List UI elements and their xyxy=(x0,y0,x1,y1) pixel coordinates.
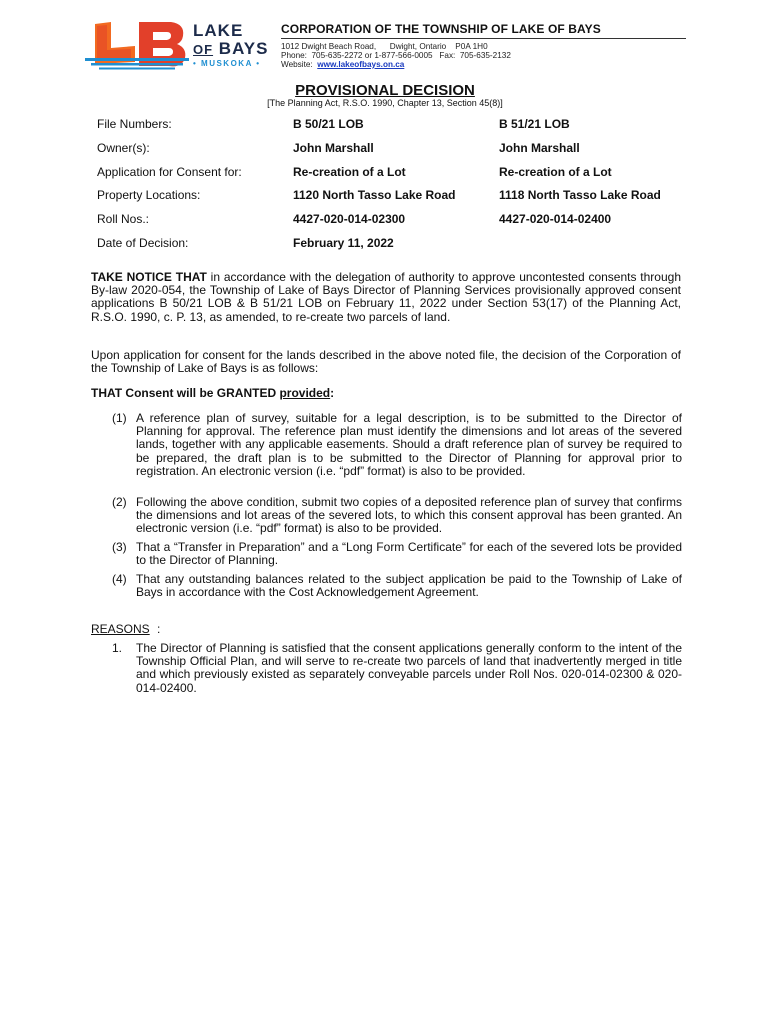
reason-text: The Director of Planning is satisfied that the consent applications generally conform to the intent of the Township Official Plan, and will serve to re-create two parcels of land that inadvertently merged in title and which previously existed as separately conveyable parcels under Roll Nos. 020-014-02300 & 020-014-02400. xyxy=(136,641,682,695)
website-link[interactable]: www.lakeofbays.on.ca xyxy=(317,60,405,69)
info-label: Date of Decision: xyxy=(97,236,189,250)
reason-item xyxy=(112,642,682,695)
condition-text: That a “Transfer in Preparation” and a “Long Form Certificate” for each of the severed lots be provided to the Director of Planning. xyxy=(136,540,682,568)
info-value-1: Re-creation of a Lot xyxy=(293,165,406,179)
grant-text: THAT Consent will be GRANTED xyxy=(91,386,280,400)
grant-colon: : xyxy=(330,386,335,400)
condition-number: (2) xyxy=(112,495,127,509)
info-row-application xyxy=(97,165,717,181)
info-value-2: John Marshall xyxy=(499,141,580,155)
info-row-file-numbers xyxy=(97,117,717,133)
condition-item xyxy=(112,412,682,478)
lake-of-bays-logo xyxy=(85,18,270,70)
document-subtitle: [The Planning Act, R.S.O. 1990, Chapter 13, Section 45(8)] xyxy=(267,98,503,108)
application-paragraph: Upon application for consent for the lands described in the above noted file, the decision of the Corporation of the Township of Lake of Bays is as follows: xyxy=(91,348,681,376)
logo-lake: LAKE xyxy=(193,21,244,40)
info-value-1: John Marshall xyxy=(293,141,374,155)
website-label: Website: xyxy=(281,60,318,69)
logo-of: OF xyxy=(193,42,214,57)
info-label: Application for Consent for: xyxy=(97,165,242,179)
condition-text: Following the above condition, submit two copies of a deposited reference plan of survey that confirms the dimensions and lot areas of the severed lots, to which this consent approval has been granted. An electronic version (i.e. “pdf” format) is also to be provided. xyxy=(136,495,682,536)
corporation-title: CORPORATION OF THE TOWNSHIP OF LAKE OF BAYS xyxy=(281,22,601,36)
grant-statement xyxy=(91,386,334,400)
info-row-property-locations xyxy=(97,188,717,204)
notice-paragraph xyxy=(91,271,681,324)
info-label: File Numbers: xyxy=(97,117,172,131)
logo-muskoka: • MUSKOKA • xyxy=(193,59,261,68)
condition-item xyxy=(112,573,682,599)
info-value-1: February 11, 2022 xyxy=(293,236,394,250)
website-line xyxy=(281,61,404,69)
condition-number: (1) xyxy=(112,411,127,425)
reasons-heading: REASONS xyxy=(91,622,150,636)
phone-line: Phone: 705-635-2272 or 1-877-566-0005 Fax: 705-635-2132 xyxy=(281,51,511,60)
info-value-2: B 51/21 LOB xyxy=(499,117,570,131)
info-value-2: Re-creation of a Lot xyxy=(499,165,612,179)
info-label: Roll Nos.: xyxy=(97,212,150,226)
info-value-1: 1120 North Tasso Lake Road xyxy=(293,188,456,202)
info-value-1: B 50/21 LOB xyxy=(293,117,364,131)
info-row-owners xyxy=(97,141,717,157)
grant-provided: provided xyxy=(279,386,331,400)
notice-text: in accordance with the delegation of authority to approve uncontested consents through By-law 2020-054, the Township of Lake of Bays Director of Planning Services provisionally approved consent applications B 50/21 LOB & B 51/21 LOB on February 11, 2022 under Section 53(17) of the Planning Act, R.S.O. 1990, c. P. 13, as amended, to re-create two parcels of land. xyxy=(91,270,681,324)
logo-bays: BAYS xyxy=(218,39,269,58)
condition-number: (3) xyxy=(112,540,127,554)
condition-item xyxy=(112,496,682,536)
condition-text: A reference plan of survey, suitable for a legal description, is to be submitted to the Director of Planning for approval. The reference plan must identify the dimensions and lot areas of the severed lands, together with any applicable easements. Should a draft reference plan of survey be required to be prepared, the draft plan is to be submitted to the Director of Planning for approval prior to registration. An electronic version (i.e. “pdf” format) is also to be provided. xyxy=(136,411,682,478)
condition-number: (4) xyxy=(112,572,127,586)
condition-text: That any outstanding balances related to the subject application be paid to the Township of Lake of Bays in accordance with the Cost Acknowledgement Agreement. xyxy=(136,572,682,600)
logo-wordmark xyxy=(193,22,268,68)
info-row-date-of-decision xyxy=(97,236,717,252)
condition-item xyxy=(112,541,682,567)
info-value-1: 4427-020-014-02300 xyxy=(293,212,406,226)
header-divider xyxy=(281,38,686,39)
notice-lead: TAKE NOTICE THAT xyxy=(91,270,207,284)
reasons-heading-colon: : xyxy=(157,622,161,636)
info-label: Property Locations: xyxy=(97,188,201,202)
logo-of-bays xyxy=(193,40,268,57)
address-line: 1012 Dwight Beach Road, Dwight, Ontario P0A 1H0 xyxy=(281,42,488,51)
info-value-2: 4427-020-014-02400 xyxy=(499,212,612,226)
info-value-2: 1118 North Tasso Lake Road xyxy=(499,188,661,202)
info-row-roll-nos xyxy=(97,212,717,228)
document-title: PROVISIONAL DECISION xyxy=(295,82,475,99)
lb-logo-mark-icon xyxy=(85,18,189,70)
info-label: Owner(s): xyxy=(97,141,150,155)
reason-number: 1. xyxy=(112,641,123,655)
